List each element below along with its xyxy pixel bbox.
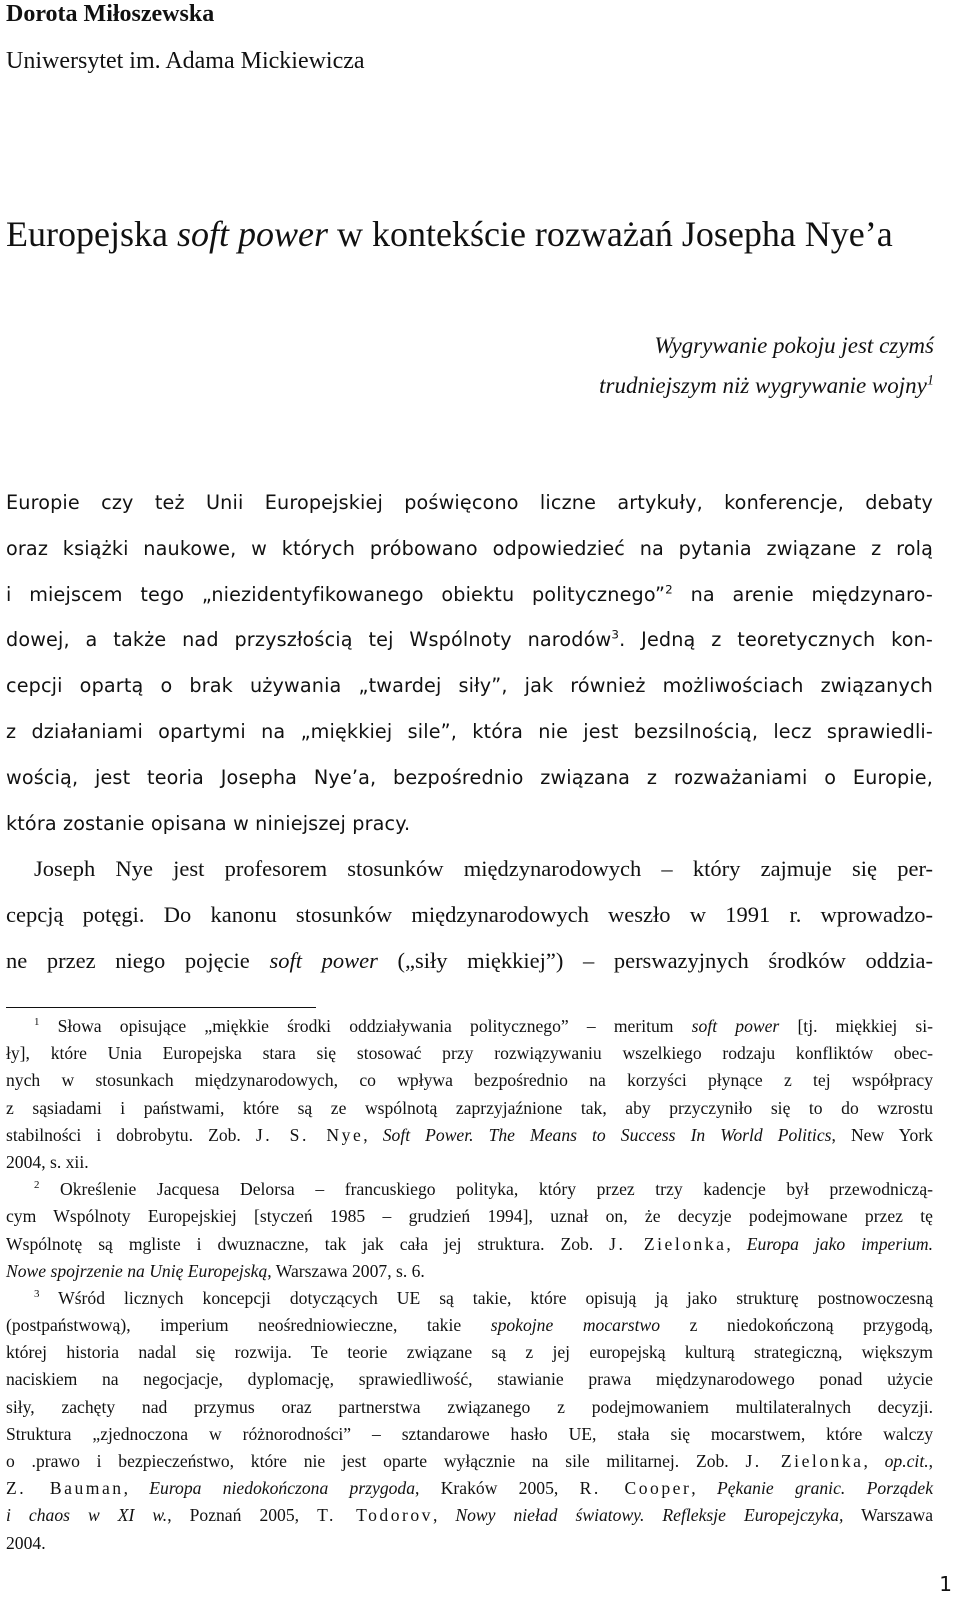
body-text-run: i miejscem tego „niezidentyfikowanego obiektu politycznego”: [6, 582, 666, 606]
body-line: [6, 938, 933, 984]
footnotes: [6, 1013, 933, 1557]
epigraph-line: [599, 366, 934, 406]
affiliation: Uniwersytet im. Adama Mickiewicza: [6, 48, 365, 74]
footnote-text: ,: [123, 1478, 150, 1499]
body-line: [6, 572, 933, 618]
footnote-text: stabilności i dobrobytu. Zob.: [6, 1124, 256, 1145]
body-line: Europie czy też Unii Europejskiej poświęcono liczne artykuły, konferencje, debaty: [6, 491, 933, 514]
footnote-line: [6, 1013, 933, 1040]
footnote-text: Wśród licznych koncepcji dotyczących UE są takie, które opisują ją jako strukturę postnowoczesną: [39, 1287, 933, 1308]
cited-author: Z. Bauman: [6, 1478, 124, 1499]
footnote-line: której historia nadal się rozwija. Te teorie związane są z jej europejską kulturą strategiczną, większym: [6, 1342, 933, 1363]
footnote-italic: Nowy nieład światowy. Refleksje Europejczyka,: [455, 1505, 844, 1526]
author-name: Dorota Miłoszewska: [6, 1, 215, 27]
footnote-italic: Pękanie granic. Porządek: [717, 1478, 934, 1499]
footnote-ref[interactable]: 3: [611, 628, 620, 642]
footnote-text: [tj. miękkiej si-: [779, 1016, 934, 1036]
footnote-text: ,: [863, 1451, 885, 1471]
footnote-line: [6, 1502, 933, 1529]
footnote-text: ,: [432, 1505, 456, 1526]
footnote-line: [6, 1258, 933, 1285]
body-text-run: . Jedną z teoretycznych kon-: [619, 628, 933, 652]
epigraph-text: trudniejszym niż wygrywanie wojny: [599, 373, 927, 398]
footnote-number: 3: [34, 1288, 40, 1301]
footnote-line: 2004, s. xii.: [6, 1151, 89, 1172]
footnote-ref[interactable]: 2: [665, 582, 673, 597]
body-line: cepcji opartą o brak używania „twardej siły”, jak również możliwościach związanych: [6, 674, 933, 698]
body-line: [6, 617, 933, 663]
body-text-run: na arenie międzynaro-: [672, 582, 933, 606]
footnote-italic: op.cit.: [884, 1451, 929, 1471]
body-text-run: („siły miękkiej”) – perswazyjnych środków oddzia-: [377, 947, 934, 973]
footnote-line: ły], które Unia Europejska stara się stosować przy rozwiązywaniu wszelkiego rodzaju konfliktów obec-: [6, 1043, 933, 1064]
footnote-line: siły, zachęty nad przymus oraz partnerstwa związanego z podejmowaniem multilateralnych decyzji.: [6, 1396, 933, 1417]
cited-author: R. Cooper: [579, 1478, 692, 1499]
epigraph-line: Wygrywanie pokoju jest czymś: [654, 333, 934, 358]
cited-author: J. Zielonka: [609, 1233, 727, 1254]
footnote-line: 2004.: [6, 1532, 46, 1553]
footnote-text: ,: [363, 1124, 383, 1145]
footnote-line: naciskiem na negocjacje, dyplomację, sprawiedliwość, stawianie prawa międzynarodowego ponad użycie: [6, 1369, 933, 1390]
footnote-text: o .prawo i bezpieczeństwo, które nie jest oparte wyłącznie na sile militarnej. Zob.: [6, 1451, 746, 1471]
footnote-line: Struktura „zjednoczona w różnorodności” – sztandarowe hasło UE, stała się mocarstwem, które walczy: [6, 1423, 933, 1444]
footnote-italic: Europa jako imperium.: [746, 1233, 933, 1254]
body-text-run: ne przez niego pojęcie: [6, 947, 270, 973]
footnote-text: , Poznań 2005,: [167, 1505, 318, 1526]
cited-author: J. S. Nye: [255, 1124, 364, 1145]
footnote-line: [6, 1285, 933, 1312]
body-line: Joseph Nye jest profesorem stosunków międzynarodowych – który zajmuje się per-: [34, 856, 933, 882]
paper-title: [6, 212, 893, 256]
footnote-text: (postpaństwową), imperium neośredniowieczne, takie: [6, 1315, 491, 1336]
page-number: 1: [939, 1572, 952, 1596]
title-italic: soft power: [176, 214, 328, 254]
footnote-text: ,: [928, 1451, 934, 1471]
body-line: wością, jest teoria Josepha Nye’a, bezpośrednio związana z rozważaniami o Europie,: [6, 765, 933, 789]
body-line: która zostanie opisana w niniejszej pracy.: [6, 811, 411, 835]
footnote-text: , Kraków 2005,: [415, 1478, 580, 1499]
footnote-line: [6, 1231, 933, 1258]
footnote-number: 1: [34, 1016, 40, 1029]
footnote-text: Określenie Jacquesa Delorsa – francuskiego polityka, który przez trzy kadencje był przewodniczą-: [39, 1179, 933, 1200]
footnote-line: cym Wspólnoty Europejskiej [styczeń 1985 – grudzień 1994], uznał on, że decyzje podejmowane przez tę: [6, 1206, 933, 1227]
body-italic: soft power: [269, 947, 378, 973]
footnote-text: Wspólnotę są mgliste i dwuznaczne, tak jak cała jej struktura. Zob.: [6, 1233, 610, 1254]
title-part: Europejska: [6, 214, 177, 254]
footnote-line: [6, 1448, 933, 1475]
body-line: z działaniami opartymi na „miękkiej sile”, która nie jest bezsilnością, lecz sprawiedli-: [6, 719, 933, 743]
footnote-text: ,: [726, 1233, 747, 1254]
footnote-text: ,: [691, 1478, 717, 1499]
footnote-line: z sąsiadami i państwami, które są ze wspólnotą zaprzyjaźnione tak, aby przyczyniło się to do wzrostu: [6, 1097, 933, 1118]
cited-author: T. Todorov: [317, 1505, 433, 1526]
footnote-text: Słowa opisujące „miękkie środki oddziaływania politycznego” – meritum: [39, 1016, 692, 1036]
footnote-italic: soft power: [691, 1016, 780, 1036]
body-text: [6, 480, 933, 984]
footnote-line: nych w stosunkach międzynarodowych, co wpływa bezpośrednio na korzyści płynące z tej współpracy: [6, 1070, 933, 1091]
title-part: w kontekście rozważań Josepha Nye’a: [327, 214, 893, 254]
footnote-text: Warszawa: [843, 1505, 934, 1526]
body-line: oraz książki naukowe, w których próbowano odpowiedzieć na pytania związane z rolą: [6, 536, 933, 560]
footnote-number: 2: [34, 1179, 40, 1192]
footnote-separator: [6, 1007, 316, 1008]
body-text-run: dowej, a także nad przyszłością tej Wspólnoty narodów: [6, 628, 612, 652]
body-line: cepcją potęgi. Do kanonu stosunków międzynarodowych weszło w 1991 r. wprowadzo-: [6, 902, 933, 928]
footnote-italic: i chaos w XI w.: [6, 1505, 168, 1526]
cited-author: J. Zielonka: [745, 1451, 864, 1471]
footnote-text: z niedokończoną przygodą,: [660, 1315, 933, 1336]
footnote-italic: Nowe spojrzenie na Unię Europejską: [6, 1260, 268, 1281]
footnote-line: [6, 1475, 933, 1502]
footnote-text: , Warszawa 2007, s. 6.: [267, 1260, 425, 1281]
footnote-italic: Europa niedokończona przygoda: [149, 1478, 416, 1499]
footnote-line: [6, 1176, 933, 1203]
epigraph: [599, 326, 934, 406]
footnote-italic: Soft Power. The Means to Success In World Politics: [382, 1124, 832, 1145]
footnote-ref[interactable]: 1: [926, 372, 934, 389]
footnote-italic: spokojne mocarstwo: [490, 1315, 661, 1336]
footnote-line: [6, 1312, 933, 1339]
footnote-text: , New York: [831, 1124, 933, 1145]
footnote-line: [6, 1122, 933, 1149]
